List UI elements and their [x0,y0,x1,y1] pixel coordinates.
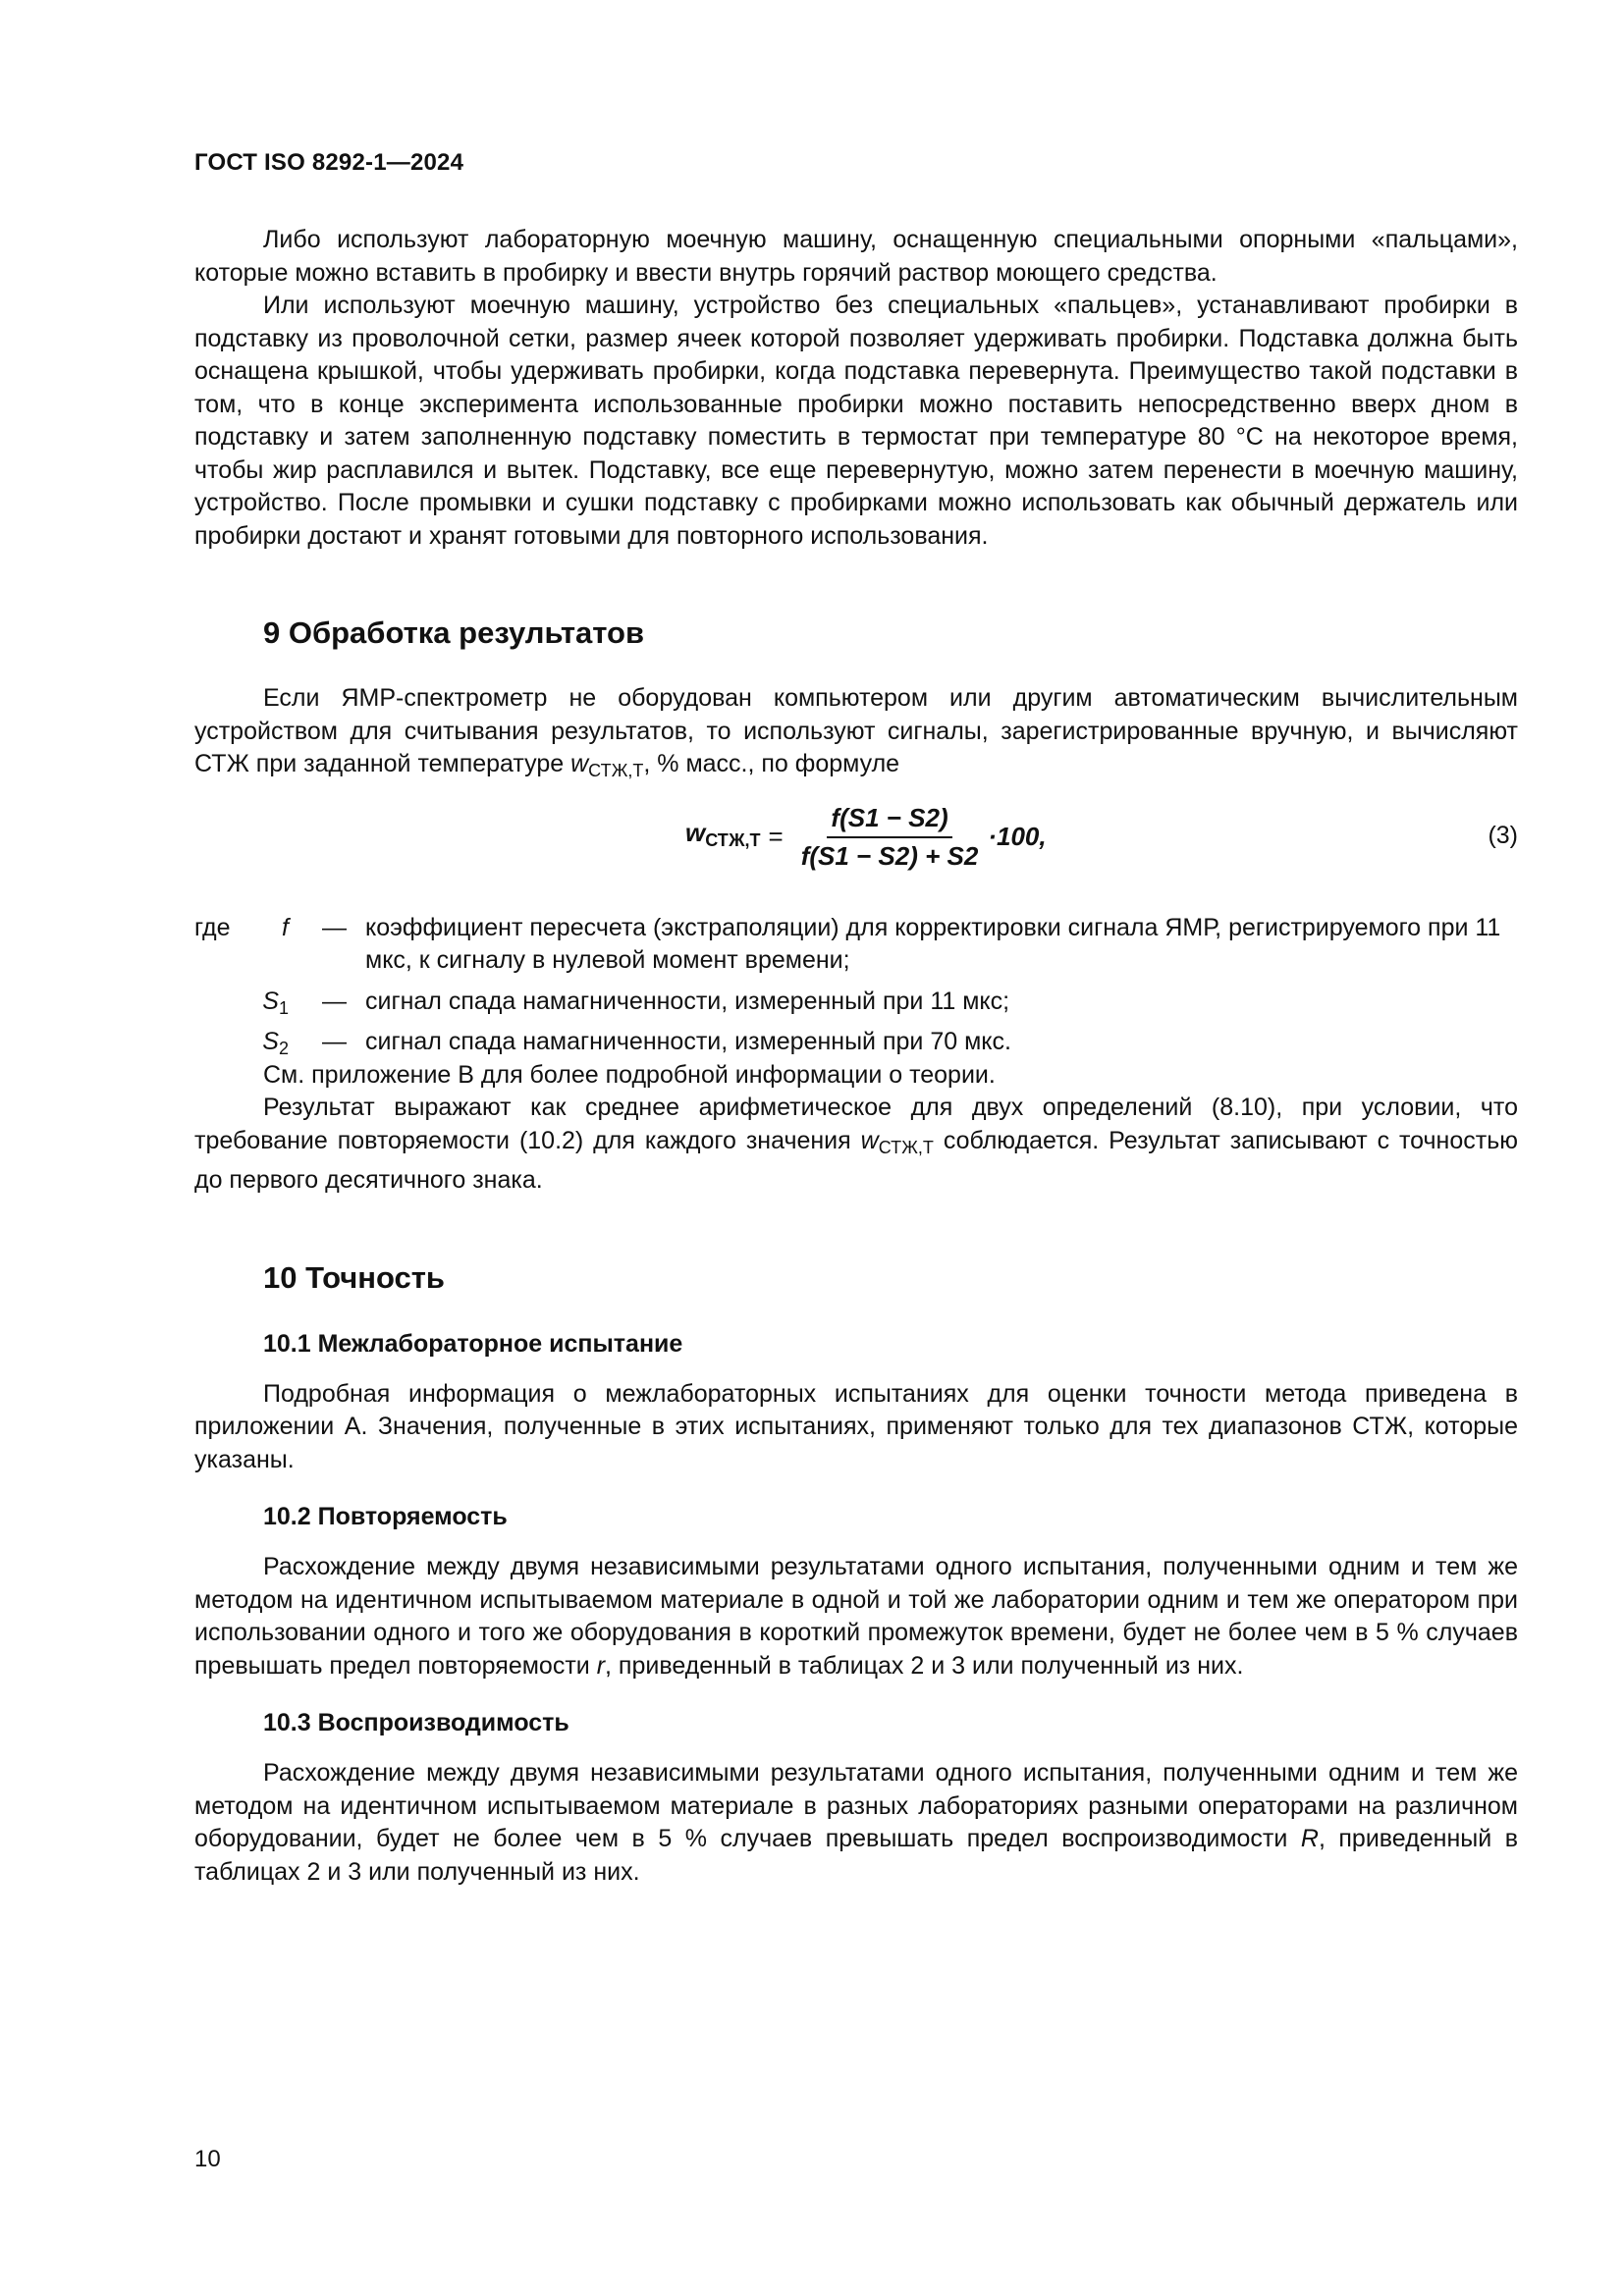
symbol-R: R [1300,1825,1319,1852]
legend-text-f: коэффициент пересчета (экстраполяции) для корректировки сигнала ЯМР, регистрируемого при 11 мкс, к сигналу в нулевой момент времени; [365,913,1501,974]
legend-symbol-s2: $S_2$ [262,1028,289,1058]
formula-denominator: f(S1 − S2) + S2 [800,841,979,871]
symbol-r: r [596,1651,606,1680]
w-symbol: w [570,750,589,777]
subsection-10-2-text-b: , приведенный в таблицах 2 и 3 или полученный из них. [605,1651,1244,1680]
legend-dash: — [322,913,347,941]
page-number: 10 [194,2146,221,2172]
section-9-paragraph-3 [194,1092,1518,1198]
section-10-heading: 10 Точность [263,1259,445,1295]
subsection-10-2-heading: 10.2 Повторяемость [263,1503,508,1530]
formula-numerator: f(S1 − S2) [827,802,951,839]
legend-symbol-s1: $S_1$ [262,987,289,1018]
subsection-10-3-text-b: , приведенный в таблицах 2 и 3 или полученный из них. [194,1825,1518,1886]
subsection-10-1-text: Подробная информация о межлабораторных испытаниях для оценки точности метода приведена в приложении А. Значения, полученные в этих испытаниях, применяют только для тех диапазонов СТЖ, которые указаны. [194,1379,1518,1473]
formula-multiplier: ·100, [988,822,1047,852]
subsection-10-3-heading: 10.3 Воспроизводимость [263,1709,569,1736]
legend-text-s1: сигнал спада намагниченности, измеренный при 11 мкс; [365,987,1010,1015]
w-symbol: w [860,1126,879,1154]
formula-lhs: $w_{СТЖ,T}$ [685,818,761,851]
intro-paragraph-1: Либо используют лабораторную моечную машину, оснащенную специальными опорными «пальцами», которые можно вставить в пробирку и ввести внутрь горячий раствор моющего средства. [194,226,1518,287]
w-subscript: СТЖ,T [588,761,644,780]
legend-item-s1 [194,986,1518,1019]
formula-fraction [797,802,983,874]
legend-item-s2 [194,1026,1518,1059]
section-9-p1-text-b: , % масс., по формуле [643,750,900,777]
section-9-paragraph-2: См. приложение В для более подробной информации о теории. [263,1060,996,1089]
intro-paragraph-2: Или используют моечную машину, устройство без специальных «пальцев», устанавливают пробирки в подставку из проволочной сетки, размер ячеек которой позволяет удерживать пробирки. Подставка должна быть оснащена крышкой, чтобы удерживать пробирки, когда подставка перевернута. Преимущество такой подставки в том, что в конце эксперимента использованные пробирки можно поставить непосредственно вверх дном в подставку и затем заполненную подставку поместить в термостат при температуре 80 °С на некоторое время, чтобы жир расплавился и вытек. Подставку, все еще перевернутую, можно затем перенести в моечную машину, устройство. После промывки и сушки подставку с пробирками можно использовать как обычный держатель или пробирки достают и хранят готовыми для повторного использования. [194,292,1518,550]
subsection-10-1-heading: 10.1 Межлабораторное испытание [263,1329,683,1358]
legend-dash: — [322,987,347,1015]
equals-sign: = [768,822,784,852]
section-9-p1-text-a: Если ЯМР-спектрометр не оборудован компьютером или другим автоматическим вычислительным устройством для считывания результатов, то используют сигналы, зарегистрированные вручную, и вычисляют СТЖ при заданной температуре [194,684,1518,777]
subsection-10-3-text [194,1757,1518,1889]
section-9-p3-text-b: соблюдается. Результат записывают с точностью до первого десятичного знака. [194,1126,1518,1194]
section-9-heading: 9 Обработка результатов [263,615,645,650]
legend-item-f [194,912,1518,978]
subsection-10-2-text [194,1551,1518,1682]
section-9-p3-text-a: Результат выражают как среднее арифметическое для двух определений (8.10), при условии, что требование повторяемости (10.2) для каждого значения [194,1094,1518,1154]
legend-where: где [194,913,231,941]
subsection-10-2-text-a: Расхождение между двумя независимыми результатами одного испытания, полученными одним и тем же методом на идентичном испытываемом материале в одной и той же лаборатории одним и тем же оператором при использовании одного и того же оборудования в короткий промежуток времени, будет не более чем в 5 % случаев превышать предел повторяемости [194,1553,1518,1680]
legend-dash: — [322,1028,347,1055]
legend-text-s2: сигнал спада намагниченности, измеренный при 70 мкс. [365,1028,1011,1055]
document-body [194,224,1518,1889]
section-9-paragraph-1 [194,682,1518,788]
formula-lhs-subscript: СТЖ,T [705,830,761,851]
w-subscript: СТЖ,T [878,1137,934,1157]
subsection-10-3-text-a: Расхождение между двумя независимыми результатами одного испытания, полученными одним и тем же методом на идентичном испытываемом материале в разных лабораториях разными операторами на различном оборудовании, будет не более чем в 5 % случаев превышать предел воспроизводимости [194,1759,1518,1852]
running-header: ГОСТ ISO 8292-1—2024 [194,149,464,176]
formula-3 [194,798,1518,877]
equation-number: (3) [1488,821,1518,849]
legend-symbol-f: f [282,913,289,941]
formula-legend [194,912,1518,1059]
formula-expression [685,802,1047,874]
